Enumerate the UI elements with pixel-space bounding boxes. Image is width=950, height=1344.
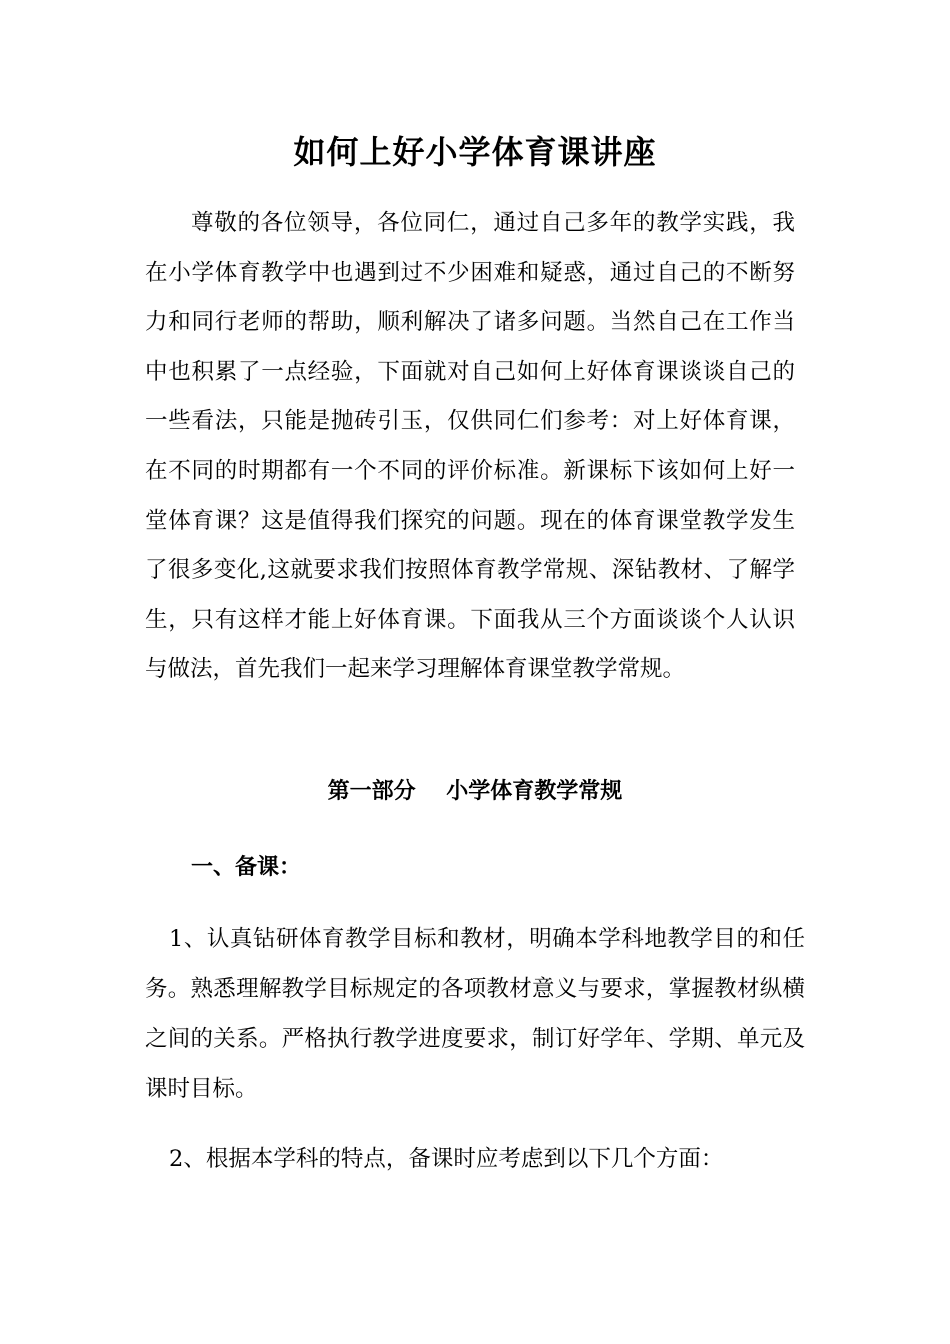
list-item-1: 1、认真钻研体育教学目标和教材，明确本学科地教学目的和任务。熟悉理解教学目标规定的各项教材意义与要求，掌握教材纵横之间的关系。严格执行教学进度要求，制订好学年、学期、单元及课时目标。 — [145, 926, 805, 1102]
sub-heading-lesson-prep: 一、备课： — [191, 855, 302, 880]
section-heading: 第一部分 小学体育教学常规 — [327, 779, 623, 804]
document-title: 如何上好小学体育课讲座 — [293, 133, 657, 171]
intro-paragraph: 尊敬的各位领导，各位同仁，通过自己多年的教学实践，我在小学体育教学中也遇到过不少困难和疑惑，通过自己的不断努力和同行老师的帮助，顺利解决了诸多问题。当然自己在工作当中也积累了一点经验，下面就对自己如何上好体育课谈谈自己的一些看法，只能是抛砖引玉，仅供同仁们参考：对上好体育课，在不同的时期都有一个不同的评价标准。新课标下该如何上好一堂体育课？这是值得我们探究的问题。现在的体育课堂教学发生了很多变化,这就要求我们按照体育教学常规、深钻教材、了解学生，只有这样才能上好体育课。下面我从三个方面谈谈个人认识与做法，首先我们一起来学习理解体育课堂教学常规。 — [145, 210, 795, 683]
list-item-2: 2、根据本学科的特点，备课时应考虑到以下几个方面： — [169, 1146, 724, 1172]
